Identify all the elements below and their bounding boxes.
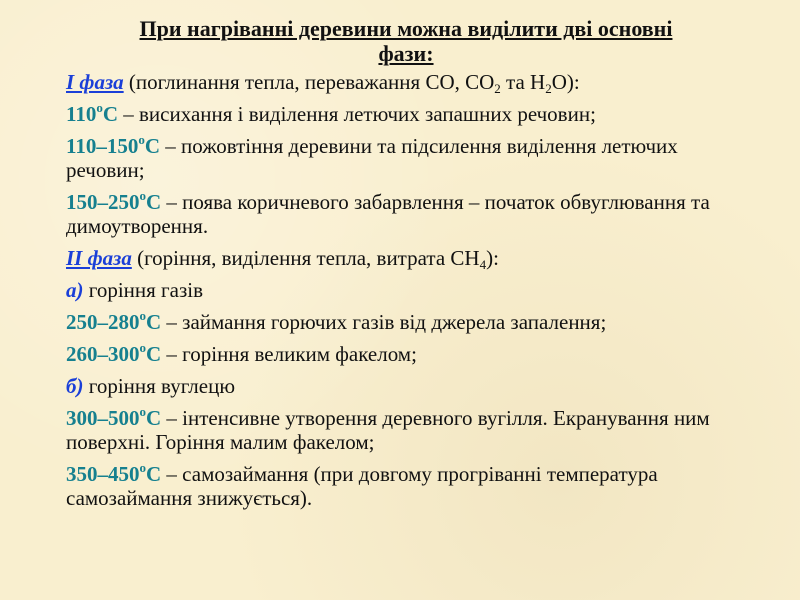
temperature-range: 150–250$^o$C [66,188,162,214]
subsection-b-text: горіння вуглецю [83,374,236,398]
temperature-range: 260–300$^o$C [66,340,162,366]
temperature-item [66,310,740,334]
subsection-a-text: горіння газів [83,278,204,302]
phase-2-label: II фаза [66,246,132,270]
subsection-b-label: б) [66,374,84,398]
temperature-description: – самозаймання (при довгому прогріванні температура самозаймання знижується). [66,462,658,510]
temperature-item [66,190,740,238]
temperature-range: 110$^o$C [66,100,119,126]
slide-title [72,16,740,66]
temperature-description: – поява коричневого забарвлення – початок обвуглювання та димоутворення. [66,190,710,238]
subsection-b [66,374,740,398]
temperature-description: – інтенсивне утворення деревного вугілля. Екранування ним поверхні. Горіння малим факелом; [66,406,710,454]
temperature-item [66,462,740,510]
temperature-item [66,342,740,366]
phase-1-text-a: (поглинання тепла, переважання CO, CO [123,70,495,94]
phase-1-subscript-2: 2 [545,81,552,96]
temperature-range: 350–450$^o$C [66,460,162,486]
phase-1-text-c: O): [551,70,580,94]
phase-1-label: I фаза [66,70,124,94]
phase-2-text-b: ): [486,246,499,270]
temperature-range: 110–150$^o$C [66,132,161,158]
phase-1-heading [66,70,740,94]
temperature-item [66,134,740,182]
temperature-range: 300–500$^o$C [66,404,162,430]
temperature-description: – пожовтіння деревини та підсилення виділення летючих речовин; [66,134,678,182]
phase-2-text-a: (горіння, виділення тепла, витрата CH [131,246,480,270]
temperature-item [66,102,740,126]
temperature-range: 250–280$^o$C [66,308,162,334]
temperature-description: – займання горючих газів від джерела запалення; [161,310,607,334]
title-line-1: При нагріванні деревини можна виділити дві основні [139,16,673,41]
phase-1-subscript-1: 2 [494,81,501,96]
phase-2-heading [66,246,740,270]
temperature-item [66,406,740,454]
title-line-2: фази: [378,41,434,66]
phase-1-text-b: та H [500,70,546,94]
temperature-description: – висихання і виділення летючих запашних речовин; [118,102,596,126]
phase-2-subscript: 4 [479,257,487,272]
temperature-description: – горіння великим факелом; [161,342,417,366]
subsection-a [66,278,740,302]
subsection-a-label: а) [66,278,84,302]
